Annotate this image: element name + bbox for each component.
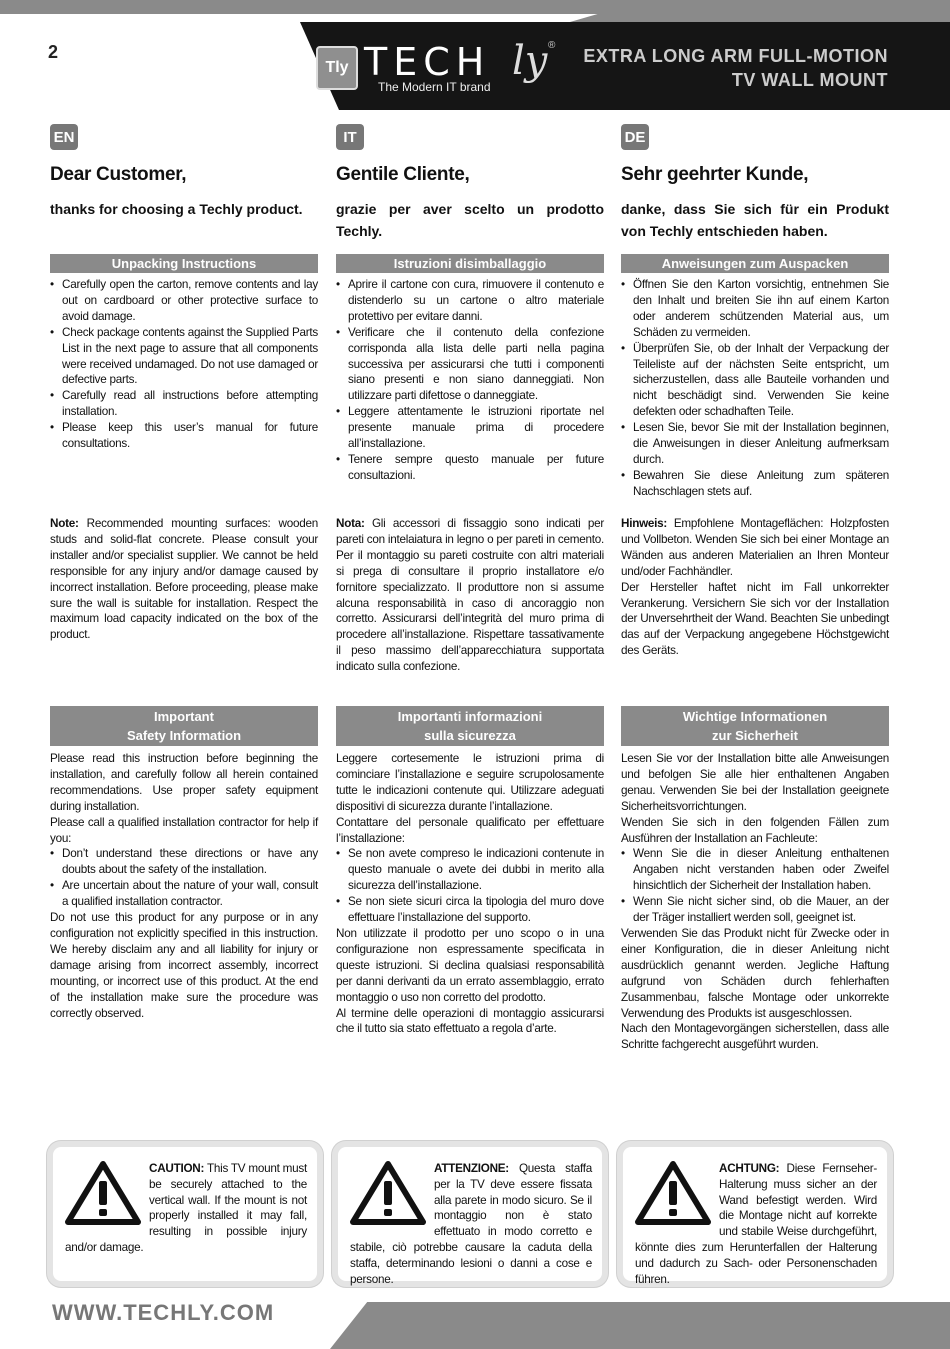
greeting-it: Gentile Cliente, — [336, 164, 470, 185]
safety-header-line-1: Important — [154, 709, 214, 724]
product-title — [583, 44, 888, 92]
thanks-it: grazie per aver scelto un prodotto Techly. — [336, 201, 604, 239]
safety-body-en — [50, 751, 318, 1021]
paragraph: Leggere cortesemente le istruzioni prima di cominciare l’installazione e seguire scrupolosamente tutte le indicazioni contenute qui. Utilizzare adeguati dispositivi di sicurezza durante l’intallazione. — [336, 752, 604, 813]
list-item: • Carefully read all instructions before attempting installation. — [50, 388, 318, 420]
list-item: • Aprire il cartone con cura, rimuovere il contenuto e distenderlo su un cartone o altro materiale protettivo per evitare danni. — [336, 277, 604, 325]
safety-header-it — [336, 706, 604, 746]
safety-header-line-2: Safety Information — [126, 728, 242, 743]
greeting-de: Sehr geehrter Kunde, — [621, 164, 809, 185]
list-item: • Carefully open the carton, remove contents and lay out on cardboard or other protective surface to avoid damage. — [50, 277, 318, 325]
paragraph: Non utilizzate il prodotto per uno scopo o in una configurazione non espressamente specificata in queste istruzioni. Si declina qualsiasi responsabilità per danni derivanti da un errato assemblaggio, errato montaggio o uso non corretto del prodotto. — [336, 926, 604, 1004]
note-label: Hinweis: — [621, 517, 668, 530]
list-item: • Bewahren Sie diese Anleitung zum späteren Nachschlagen stets auf. — [621, 468, 889, 500]
list-item: • Se non avete compreso le indicazioni contenute in questo manuale o avete dei dubbi in merito alla sicurezza dell’installazione. — [336, 846, 604, 894]
language-badge-en: EN — [50, 124, 78, 150]
list-item: • Check package contents against the Supplied Parts List in the next page to assure that all components were received undamaged. Do not use damaged or defective parts. — [50, 325, 318, 389]
logo-tagline: The Modern IT brand — [378, 80, 491, 94]
unpacking-header-de: Anweisungen zum Auspacken — [621, 254, 889, 273]
list-item: • Überprüfen Sie, ob der Inhalt der Verpackung der Teileliste auf der nächsten Seite entspricht, um sicherzustellen, dass alle Bauteile vorhanden und nicht beschädigt sind. Verwenden Sie keine defekten oder schadhaften Teile. — [621, 341, 889, 421]
thanks-en: thanks for choosing a Techly product. — [50, 201, 303, 217]
caution-label: CAUTION: — [149, 1162, 205, 1175]
safety-body-de — [621, 751, 889, 1053]
column-it — [336, 124, 604, 1036]
safety-header-line-2: sulla sicurezza — [424, 728, 516, 743]
note-label: Note: — [50, 517, 79, 530]
greeting-en: Dear Customer, — [50, 164, 187, 185]
paragraph: Nach den Montagevorgängen sicherstellen, dass alle Schritte fachgerecht ausgeführt wurden. — [621, 1022, 889, 1052]
note-text-2: Der Hersteller haftet nicht im Fall unkorrekter Verankerung. Versichern Sie sich vor der Installation der Unversehrtheit der Wand. Beachten Sie unbedingt das auf der Verpackung angegebene Höchstgewicht des Geräts. — [621, 580, 889, 658]
footer-grey-bar — [330, 1302, 950, 1349]
footer-website-link[interactable]: WWW.TECHLY.COM — [52, 1300, 275, 1325]
caution-box-de — [623, 1147, 887, 1286]
safety-header-line-2: zur Sicherheit — [712, 728, 798, 743]
registered-mark: ® — [548, 40, 556, 51]
language-badge-it: IT — [336, 124, 364, 150]
safety-header-de — [621, 706, 889, 746]
safety-body-it — [336, 751, 604, 1037]
product-title-line-1: EXTRA LONG ARM FULL-MOTION — [583, 46, 888, 66]
caution-text: Questa staffa per la TV deve essere fissata alla parete in modo sicuro. Se il montaggio non è stato effettuato in modo corretto e stabile, ciò potrebbe causare la caduta della staffa, determinando lesioni o danni a cose e persone. — [350, 1162, 592, 1286]
list-item: • Leggere attentamente le istruzioni riportate nel presente manuale prima di procedere all’installazione. — [336, 404, 604, 452]
techly-logo-text: TECH — [364, 40, 491, 84]
list-item: • Please keep this user’s manual for future consultations. — [50, 420, 318, 452]
paragraph: Contattare del personale qualificato per effettuare l’installazione: — [336, 815, 604, 845]
list-item: • Verificare che il contenuto della confezione corrisponda alla lista delle parti nella pagina successiva per assicurarsi che tutti i componenti siano presenti e non siano danneggiati. Non utilizzare parti difettose o danneggiate. — [336, 325, 604, 405]
list-item: • Lesen Sie, bevor Sie mit der Installation beginnen, die Anweisungen in dieser Anleitung aufmerksam durch. — [621, 420, 889, 468]
safety-header-line-1: Importanti informazioni — [397, 709, 543, 724]
warning-triangle-icon — [65, 1161, 141, 1225]
language-badge-de: DE — [621, 124, 649, 150]
caution-text: This TV mount must be securely attached to the vertical wall. If the mount is not properly installed it may fall, resulting in possible injury and/or damage. — [65, 1162, 307, 1254]
paragraph: Al termine delle operazioni di montaggio assicurarsi che il tutto sia stato effettuato a regola d’arte. — [336, 1006, 604, 1036]
safety-header-line-1: Wichtige Informationen — [682, 709, 828, 724]
list-item: • Se non siete sicuri circa la tipologia del muro dove effettuare l’installazione del supporto. — [336, 894, 604, 926]
list-item: • Are uncertain about the nature of your wall, consult a qualified installation contractor. — [50, 878, 318, 910]
unpacking-header-en: Unpacking Instructions — [50, 254, 318, 273]
paragraph: Verwenden Sie das Produkt nicht für Zwecke oder in einer Konfiguration, die in dieser Anleitung nicht ausdrücklich genannt werden. Jegliche Haftung aufgrund von Schäden durch fehlerhaften Zusammenbau, falsche Montage oder unkorrekte Verwendung des Produkts ist ausgeschlossen. — [621, 926, 889, 1020]
warning-triangle-icon — [635, 1161, 711, 1225]
paragraph: Please read this instruction before beginning the installation, and carefully follow all herein contained recommendations. Use proper safety equipment during installation. — [50, 752, 318, 813]
caution-box-it — [338, 1147, 602, 1286]
caution-label: ATTENZIONE: — [434, 1162, 509, 1175]
thanks-de: danke, dass Sie sich für ein Produkt von Techly entschieden haben. — [621, 201, 889, 239]
list-item: • Tenere sempre questo manuale per future consultazioni. — [336, 452, 604, 484]
paragraph: Lesen Sie vor der Installation bitte alle Anweisungen und befolgen Sie alle hier enthaltenen Angaben genau. Verwenden Sie bei der Installation geeignete Sicherheitsvorrichtungen. — [621, 752, 889, 813]
list-item: • Wenn Sie nicht sicher sind, ob die Mauer, an der der Träger installiert werden soll, geeignet ist. — [621, 894, 889, 926]
techly-logo-script: ly — [512, 38, 548, 84]
note-label: Nota: — [336, 517, 365, 530]
page-number: 2 — [48, 42, 59, 62]
paragraph: Please call a qualified installation contractor for help if you: — [50, 815, 318, 845]
column-de — [621, 124, 889, 1052]
safety-header-en — [50, 706, 318, 746]
note-it — [336, 516, 604, 675]
note-text: Recommended mounting surfaces: wooden studs and solid-flat concrete. Please consult your installer and/or specialist supplier. We cannot be held responsible for any injury and/or damage caused by incorrect installation. Before proceeding, please make sure the wall is suitable for installation. Respect the maximum load capacity indicated on the box of the product. — [50, 517, 318, 642]
unpacking-list-it — [336, 277, 604, 484]
product-title-line-2: TV WALL MOUNT — [731, 70, 888, 90]
list-item: • Don’t understand these directions or have any doubts about the safety of the installation. — [50, 846, 318, 878]
note-de — [621, 516, 889, 659]
warning-triangle-icon — [350, 1161, 426, 1225]
list-item: • Wenn Sie die in dieser Anleitung enthaltenen Angaben nicht verstanden haben oder Zweifel hinsichtlich der Sicherheit der Installation haben. — [621, 846, 889, 894]
note-text: Gli accessori di fissaggio sono indicati per pareti con intelaiatura in legno o per pareti in cemento. Per il montaggio su pareti costruite con altri materiali si prega di consultare il proprio installatore e/o fornitore specializzato. Il produttore non si assume alcuna responsabilità in caso di ancoraggio non corretto. Assicurarsi dell’integrità del muro prima di procedere all’installazione. Rispettare tassativamente il peso massimo dell’apparecchiatura supportata indicato sulla confezione. — [336, 517, 604, 674]
caution-box-en — [53, 1147, 317, 1281]
column-en — [50, 124, 318, 1020]
note-en — [50, 516, 318, 643]
techly-logo-mark: Tly — [316, 46, 358, 90]
paragraph: Do not use this product for any purpose or in any configuration not explicitly specified in this instruction. We hereby disclaim any and all liability for injury or damage arising from incorrect assembly, incorrect mounting, or incorrect use of this product. At the end of the installation make sure the procedure was correctly observed. — [50, 911, 318, 1020]
paragraph: Wenden Sie sich in den folgenden Fällen zum Ausführen der Installation an Fachleute: — [621, 815, 889, 845]
list-item: • Öffnen Sie den Karton vorsichtig, entnehmen Sie den Inhalt und breiten Sie ihn auf einem Karton oder anderem schützenden Material aus, um Schäden zu vermeiden. — [621, 277, 889, 341]
note-text: Empfohlene Montageflächen: Holzpfosten und Vollbeton. Wenden Sie sich bei einer Montage an Wänden aus anderen Materialien an Ihren Monteur und/oder Fachhändler. — [621, 517, 889, 578]
unpacking-header-it: Istruzioni disimballaggio — [336, 254, 604, 273]
unpacking-list-de — [621, 277, 889, 500]
caution-label: ACHTUNG: — [719, 1162, 780, 1175]
caution-text: Diese Fernseher-Halterung muss sicher an der Wand befestigt werden. Wird die Montage nicht auf korrekte und stabile Weise durchgeführt, könnte dies zum Herunterfallen der Halterung und dadurch zu Sach- oder Personenschaden führen. — [635, 1162, 877, 1286]
unpacking-list-en — [50, 277, 318, 452]
